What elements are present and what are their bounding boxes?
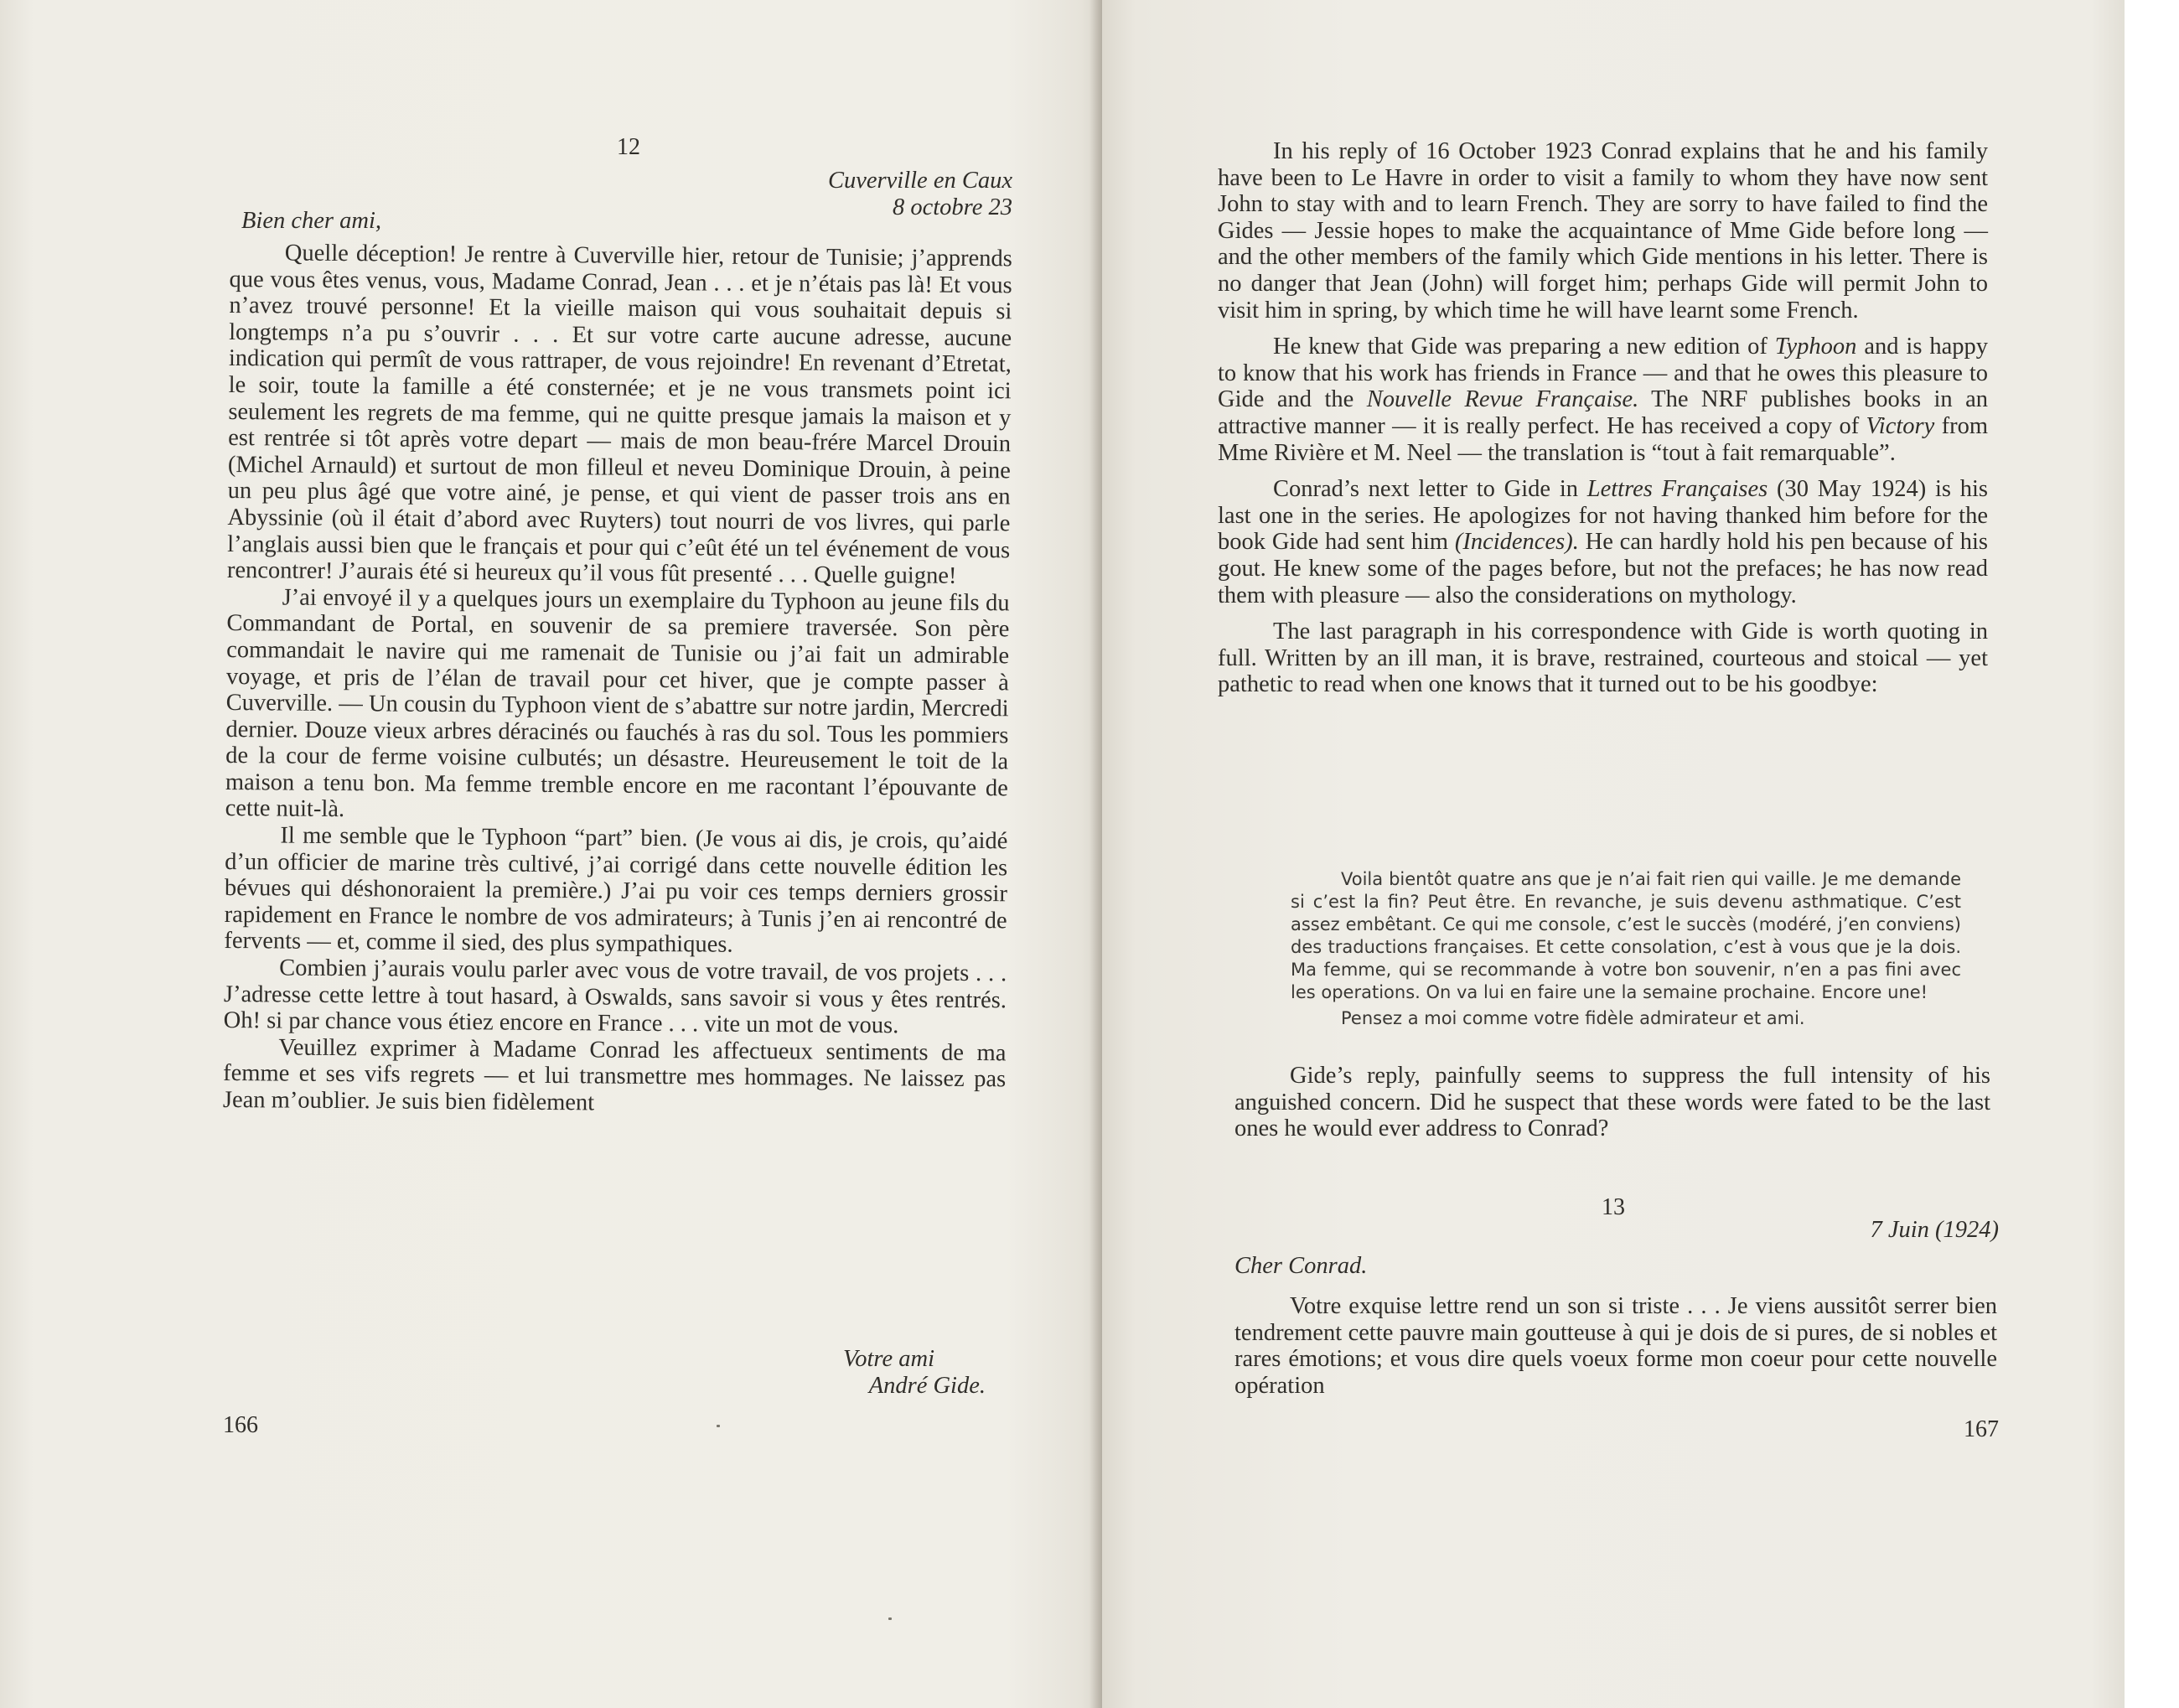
signature: André Gide. [868,1373,986,1399]
commentary-paragraph: He knew that Gide was preparing a new edition of Typhoon and is happy to know that his work has friends in France — and that he owes this pleasure to Gide and the Nouvelle Revue Française. The NRF publishes books in an attractive manner — it is really perfect. He has received a copy of Victory from Mme Rivière et M. Neel — the translation is “tout à fait remarquable”. [1218,334,1989,466]
letter-paragraph: Votre exquise lettre rend un son si triste . . . Je viens aussitôt serrer bien tendrement cette pauvre main goutteuse à qui je dois de si pures, de si nobles et rares émotions; et vous dire quels voeux forme mon coeur pour cette nouvelle opération [1234,1293,1997,1399]
right-page [1102,0,2125,1708]
closing: Votre ami [843,1346,934,1372]
letter-paragraph: Veuillez exprimer à Madame Conrad les affectueux sentiments de ma femme et ses vifs regrets — et lui transmettre mes hommages. Ne laissez pas Jean m’oublier. Je suis bien fidèlement [222,1034,1007,1116]
letter-body [223,240,1012,1120]
paper-speck [717,1425,720,1427]
page-number-right: 167 [1964,1416,1999,1442]
salutation: Bien cher ami, [241,208,381,234]
commentary-body [1218,138,1988,708]
letter-paragraph: Il me semble que le Typhoon “part” bien. (Je vous ai dis, je crois, qu’aidé d’un officier de marine très cultivé, j’ai corrigé dans cette nouvelle édition les bévues qui déshonoraient la première.) J’ai pu voir ces temps derniers grossir rapidement en France le nombre de vos admirateurs; à Tunis j’en ai rencontré de fervents — et, comme il sied, des plus sympathiques. [224,822,1008,959]
commentary-paragraph: The last paragraph in his correspondence with Gide is worth quoting in full. Written by an ill man, it is brave, restrained, courteous and stoical — yet pathetic to read when one knows that it turned out to be his goodbye: [1218,619,1988,698]
quote-paragraph: Pensez a moi comme votre fidèle admirateur et ami. [1341,1008,1805,1028]
paper-speck [888,1617,892,1620]
letter-paragraph: Combien j’aurais voulu parler avec vous de votre travail, de vos projets . . . J’adresse cette lettre à tout hasard, à Oswalds, sans savoir si vous y êtes rentrés. Oh! si par chance vous étiez encore en France . . . vite un mot de vous. [223,955,1007,1039]
letter-number: 12 [617,134,640,160]
block-quote [1291,868,1961,1030]
quote-paragraph: Voila bientôt quatre ans que je n’ai fait rien qui vaille. Je me demande si c’est la fin? Peut être. En revanche, je suis devenu asthmatique. C’est assez embêtant. Ce qui me console, c’est le succès (modéré, j’en conviens) des traductions françaises. Et cette consolation, c’est à vous que je la dois. Ma femme, qui se recommande à votre bon souvenir, n’en a pas fini avec les operations. On va lui en faire une la semaine prochaine. Encore une! [1291,869,1961,1002]
letter-13-body [1234,1293,1997,1409]
commentary-paragraph: Conrad’s next letter to Gide in Lettres Françaises (30 May 1924) is his last one in the series. He apologizes for not having thanked him before for the book Gide had sent him (Incidences). He can hardly hold his pen because of his gout. He knew some of the pages before, but not the prefaces; he has now read them with pleasure — also the considerations on mythology. [1218,476,1988,608]
letter-paragraph: Quelle déception! Je rentre à Cuverville hier, retour de Tunisie; j’apprends que vous êtes venus, vous, Madame Conrad, Jean . . . et je n’étais pas là! Et vous n’avez trouvé personne! Et la vieille maison qui vous souhaitait depuis si longtemps n’a pu s’ouvrir . . . Et sur votre carte aucune adresse, aucune indication qui permît de vous rattraper, de vous rejoindre! En revenant d’Etretat, le soir, toute la famille a été consternée; et je ne vous transmets point ici seulement les regrets de ma femme, qui ne quitte presque jamais la maison et y est rentrée si tôt après votre depart — mais de mon beau-frére Marcel Drouin (Michel Arnauld) et surtout de mon filleul et neveu Dominique Drouin, à peine un peu plus âgé que votre ainé, je pense, et qui vient de passer trois ans en Abyssinie (où il était d’abord avec Ruyters) tout nourri de vos livres, qui parle l’anglais aussi bien que le français et pour qui c’eût été un tel événement de vous rencontrer! J’aurais été si heureux qu’il vous fût presenté . . . Quelle guigne! [226,240,1012,589]
letter-place: Cuverville en Caux [827,168,1012,194]
letter-date: 8 octobre 23 [892,194,1012,220]
letter-paragraph: J’ai envoyé il y a quelques jours un exemplaire du Typhoon au jeune fils du Commandant de Portal, en souvenir de sa premiere traversée. Son père commandait le navire qui me ramenait de Tunisie ou j’ai fait un admirable voyage, et pris de l’élan de travail pour cet hiver, que je compte passer à Cuverville. — Un cousin du Typhoon vient de s’abattre sur notre jardin, Mercredi dernier. Douze vieux arbres déracinés ou fauchés à ras du sol. Tous les pommiers de la cour de ferme voisine culbutés; un désastre. Heureusement le toit de la maison a tenu bon. Ma femme tremble encore en me racontant l’épouvante de cette nuit-là. [225,584,1010,823]
page-number-left: 166 [223,1412,258,1438]
commentary-closing [1234,1063,1990,1152]
commentary-paragraph: In his reply of 16 October 1923 Conrad explains that he and his family have been to Le Havre in order to visit a family to whom they have now sent John to stay with and to learn French. They are sorry to have failed to find the Gides — Jessie hopes to make the acquaintance of Mme Gide before long — and the other members of the family which Gide mentions in his letter. There is no danger that Jean (John) will forget him; perhaps Gide will permit John to visit him in spring, by which time he will have learnt some French. [1218,138,1988,323]
commentary-paragraph: Gide’s reply, painfully seems to suppress the full intensity of his anguished concern. Did he suspect that these words were fated to be the last ones he would ever address to Conrad? [1234,1063,1990,1142]
letter-date-13: 7 Juin (1924) [1870,1217,1999,1243]
salutation-13: Cher Conrad. [1234,1253,1368,1279]
letter-number-13: 13 [1602,1194,1625,1220]
